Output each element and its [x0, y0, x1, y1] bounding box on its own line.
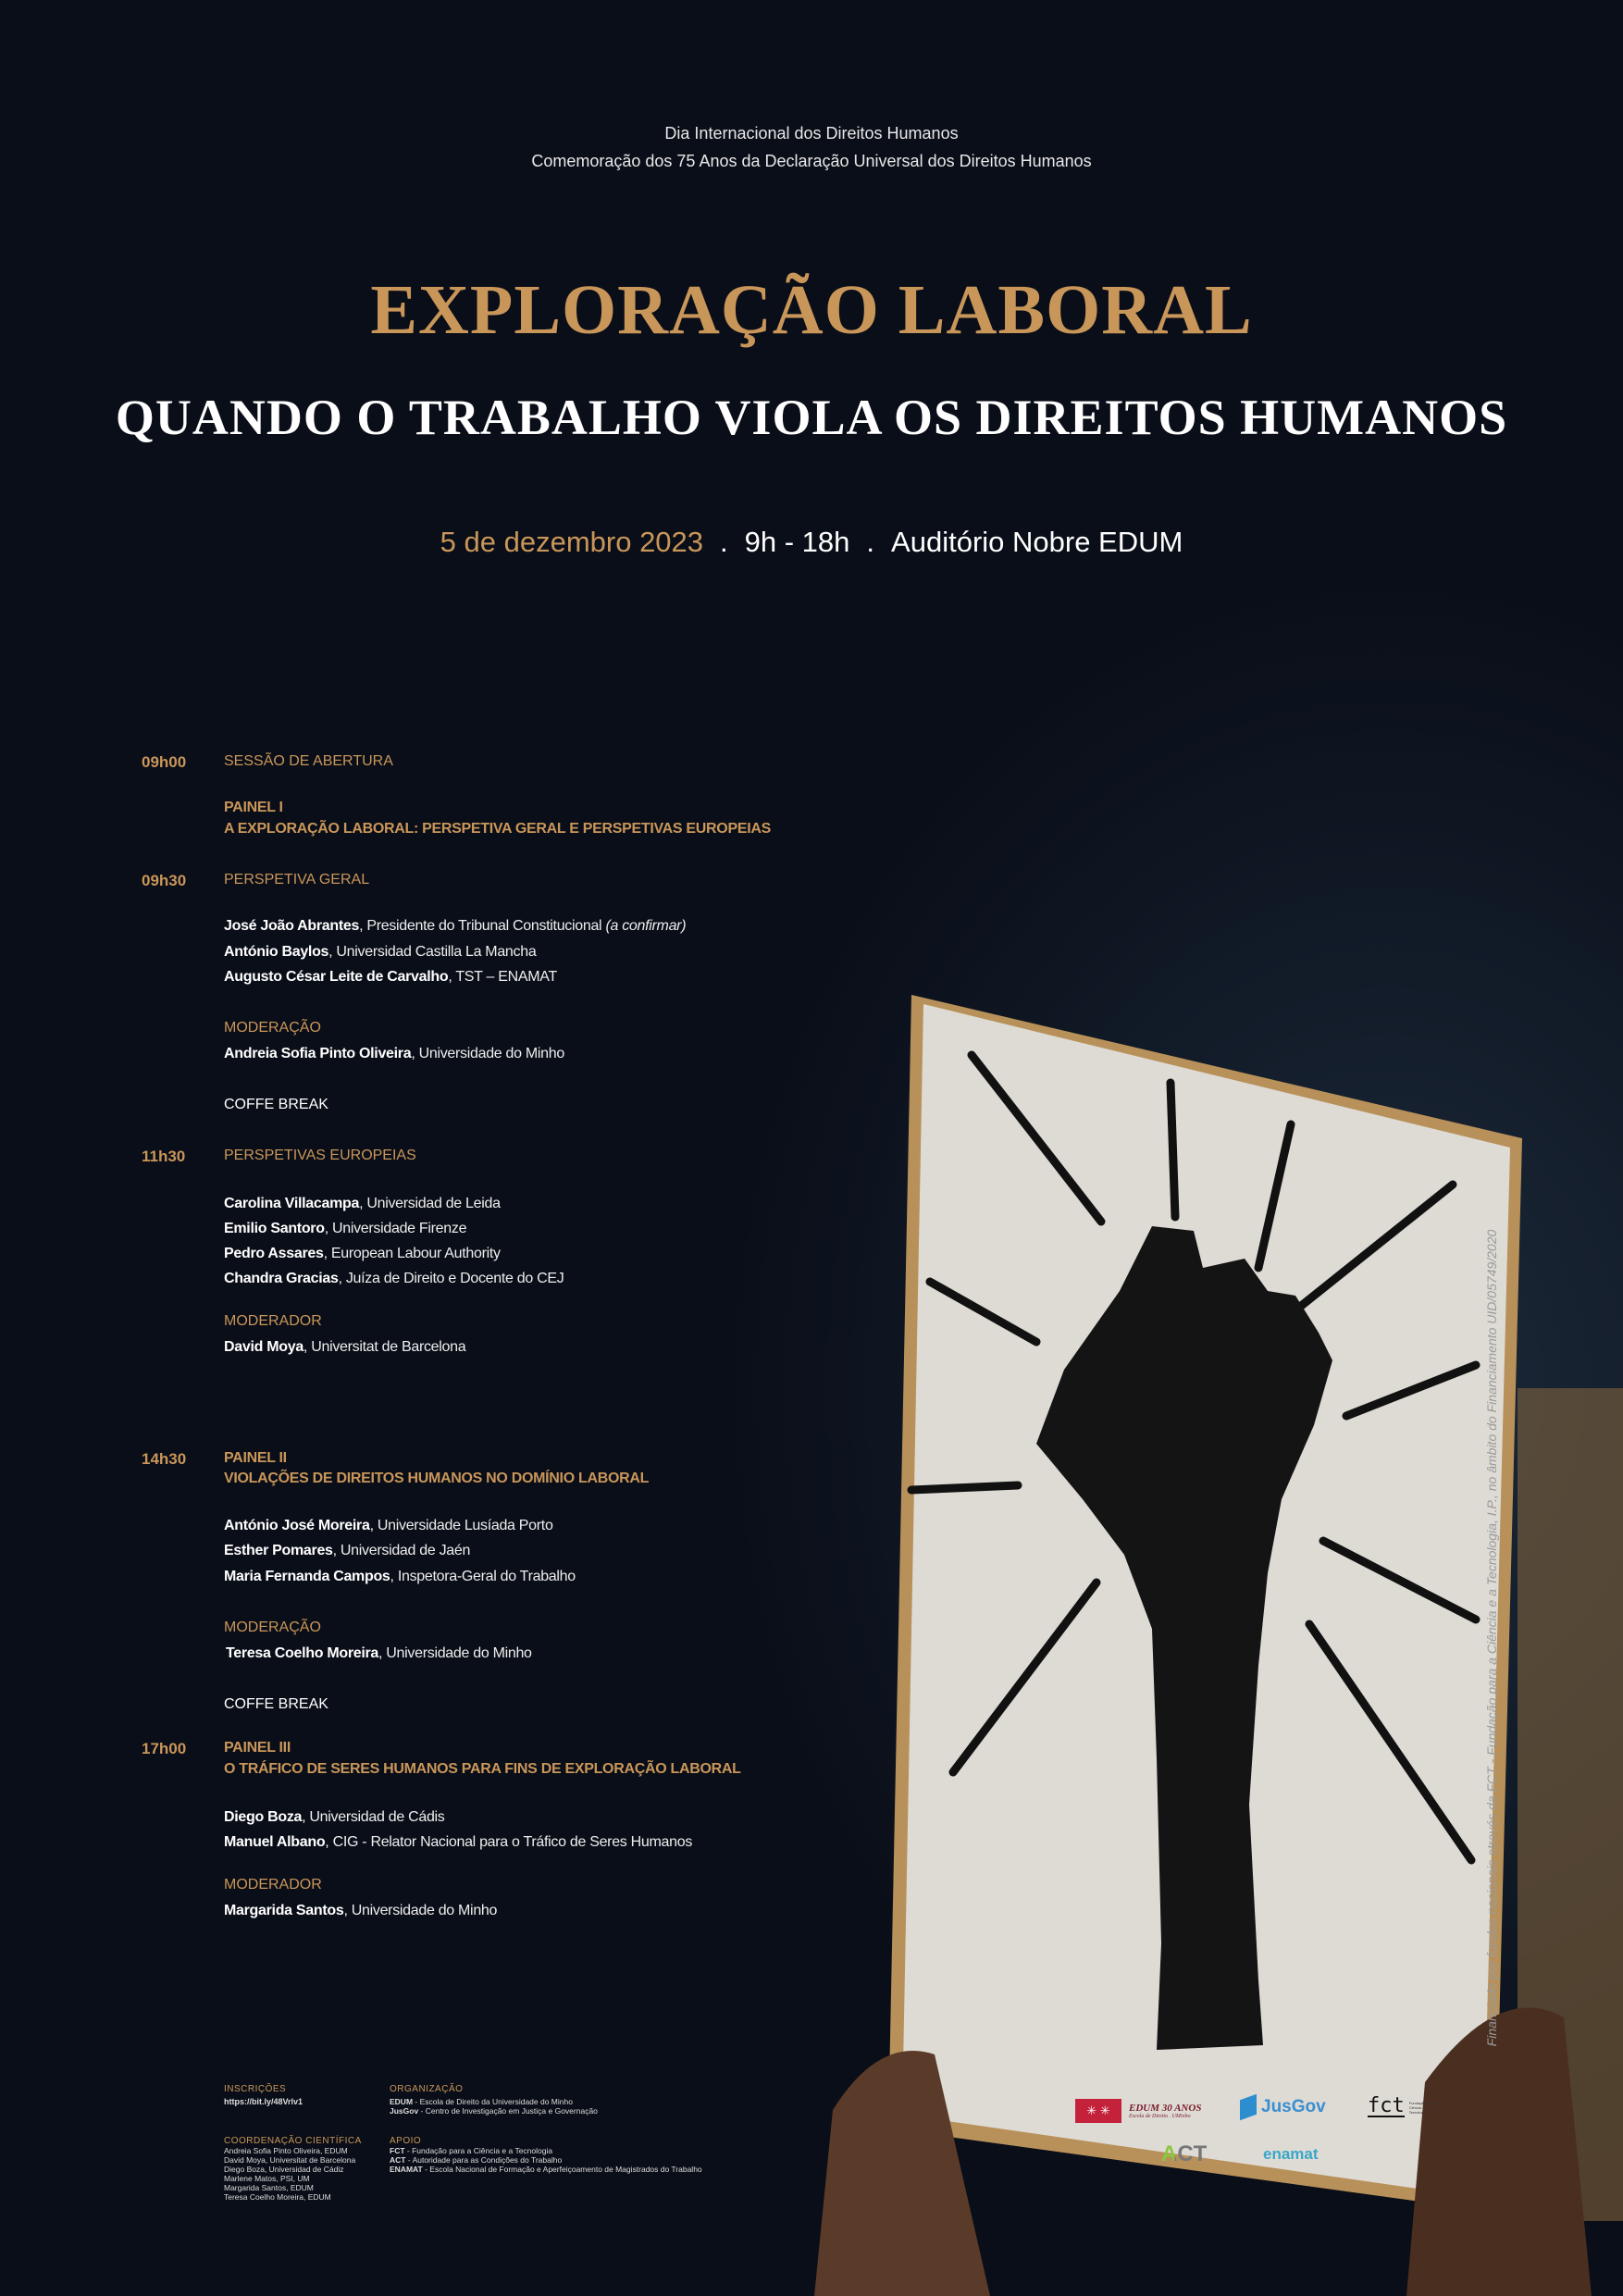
speaker: Augusto César Leite de Carvalho, TST – ENAMAT: [224, 969, 557, 985]
coordinator: Teresa Coelho Moreira, EDUM: [224, 2192, 331, 2202]
coordination-label: COORDENAÇÃO CIENTÍFICA: [224, 2136, 362, 2146]
time: 17h00: [142, 1740, 187, 1757]
moderator: David Moya, Universitat de Barcelona: [224, 1339, 466, 1355]
coffee-break: COFFE BREAK: [224, 1097, 328, 1112]
organization: [390, 2084, 598, 2116]
support-label: APOIO: [390, 2136, 422, 2146]
panel-title: A EXPLORAÇÃO LABORAL: PERSPETIVA GERAL E PERSPETIVAS EUROPEIAS: [224, 821, 771, 837]
speaker: Esther Pomares, Universidad de Jaén: [224, 1543, 471, 1558]
support: [390, 2136, 702, 2174]
session-title: SESSÃO DE ABERTURA: [224, 753, 393, 769]
speaker: Chandra Gracias, Juíza de Direito e Docente do CEJ: [224, 1271, 564, 1286]
jusgov-logo: [1240, 2097, 1326, 2117]
speaker: Diego Boza, Universidad de Cádis: [224, 1809, 445, 1825]
registration: [224, 2084, 303, 2106]
edum-logo-sub: Escola de Direito . UMinho: [1129, 2114, 1191, 2119]
support-item: ACT - Autoridade para as Condições do Trabalho: [390, 2155, 563, 2165]
header-line-2: Comemoração dos 75 Anos da Declaração Universal dos Direitos Humanos: [531, 152, 1092, 170]
event-venue: Auditório Nobre EDUM: [891, 526, 1183, 558]
fct-logo-text: fct: [1368, 2094, 1405, 2117]
page-subtitle: QUANDO O TRABALHO VIOLA OS DIREITOS HUMANOS: [115, 390, 1508, 445]
registration-label: INSCRIÇÕES: [224, 2084, 287, 2094]
speaker: Maria Fernanda Campos, Inspetora-Geral do Trabalho: [224, 1569, 576, 1584]
panel-label: PAINEL I: [224, 800, 283, 815]
event-date: 5 de dezembro 2023: [440, 526, 704, 558]
separator: .: [720, 526, 728, 558]
panel-title: VIOLAÇÕES DE DIREITOS HUMANOS NO DOMÍNIO LABORAL: [224, 1471, 650, 1486]
moderator: Andreia Sofia Pinto Oliveira, Universidade do Minho: [224, 1046, 564, 1061]
edum-logo: [1075, 2099, 1201, 2123]
speaker: José João Abrantes, Presidente do Tribunal Constitucional (a confirmar): [224, 918, 687, 934]
jusgov-logo-text: JusGov: [1261, 2097, 1326, 2116]
act-logo: ACT: [1161, 2141, 1208, 2166]
org-item: JusGov - Centro de Investigação em Justiça e Governação: [390, 2106, 598, 2116]
moderator-label: MODERAÇÃO: [224, 1620, 321, 1635]
time: 09h00: [142, 753, 187, 771]
moderator: Teresa Coelho Moreira, Universidade do Minho: [226, 1645, 532, 1661]
support-item: ENAMAT - Escola Nacional de Formação e Aperfeiçoamento de Magistrados do Trabalho: [390, 2165, 702, 2174]
registration-link[interactable]: https://bit.ly/48Vrlv1: [224, 2097, 304, 2106]
panel-label: PAINEL II: [224, 1450, 287, 1466]
page-title: EXPLORAÇÃO LABORAL: [370, 271, 1253, 349]
moderator-label: MODERADOR: [224, 1877, 322, 1893]
time: 14h30: [142, 1450, 187, 1468]
session-title: PERSPETIVA GERAL: [224, 872, 370, 887]
organization-label: ORGANIZAÇÃO: [390, 2084, 464, 2094]
header-line-1: Dia Internacional dos Direitos Humanos: [664, 124, 959, 143]
enamat-logo: enamat: [1263, 2145, 1319, 2163]
fct-logo-sub: Fundação para a Ciência e a Tecnologia: [1408, 2100, 1437, 2115]
event-info: [0, 526, 1623, 559]
speaker: António Baylos, Universidad Castilla La Mancha: [224, 944, 537, 960]
jusgov-emblem-icon: [1240, 2094, 1257, 2121]
uminho-emblem-icon: ✳ ✳: [1075, 2099, 1121, 2123]
coordinator: Diego Boza, Universidad de Cádiz: [224, 2165, 344, 2174]
fct-logo: [1368, 2094, 1441, 2117]
panel-title: O TRÁFICO DE SERES HUMANOS PARA FINS DE EXPLORAÇÃO LABORAL: [224, 1761, 741, 1777]
coordinator: Andreia Sofia Pinto Oliveira, EDUM: [224, 2146, 348, 2155]
coordinator: David Moya, Universitat de Barcelona: [224, 2155, 356, 2165]
speaker: António José Moreira, Universidade Lusíada Porto: [224, 1518, 553, 1533]
support-item: FCT - Fundação para a Ciência e a Tecnologia: [390, 2146, 553, 2155]
funding-note: Financiado por fundos nacionais através da FCT - Fundação para a Ciência e a Tecnologia, I.P., no âmbito do Financiamento UID/05749/2020: [1484, 1229, 1499, 2047]
coffee-break: COFFE BREAK: [224, 1696, 328, 1712]
scientific-coordination: [224, 2136, 362, 2202]
time: 11h30: [142, 1148, 186, 1165]
panel-label: PAINEL III: [224, 1740, 291, 1756]
coordinator: Margarida Santos, EDUM: [224, 2183, 314, 2192]
edum-logo-text: EDUM 30 ANOS: [1129, 2103, 1202, 2114]
speaker: Emilio Santoro, Universidade Firenze: [224, 1221, 467, 1236]
time: 09h30: [142, 872, 187, 889]
speaker: Pedro Assares, European Labour Authority: [224, 1246, 501, 1261]
speaker: Manuel Albano, CIG - Relator Nacional para o Tráfico de Seres Humanos: [224, 1834, 693, 1850]
event-hours: 9h - 18h: [744, 526, 850, 558]
moderator-label: MODERAÇÃO: [224, 1020, 321, 1036]
org-item: EDUM - Escola de Direito da Universidade do Minho: [390, 2097, 573, 2106]
speaker: Carolina Villacampa, Universidad de Leida: [224, 1196, 501, 1211]
moderator: Margarida Santos, Universidade do Minho: [224, 1903, 498, 1918]
separator: .: [866, 526, 875, 558]
moderator-label: MODERADOR: [224, 1313, 322, 1329]
session-title: PERSPETIVAS EUROPEIAS: [224, 1148, 416, 1163]
coordinator: Marlene Matos, PSI, UM: [224, 2174, 310, 2183]
